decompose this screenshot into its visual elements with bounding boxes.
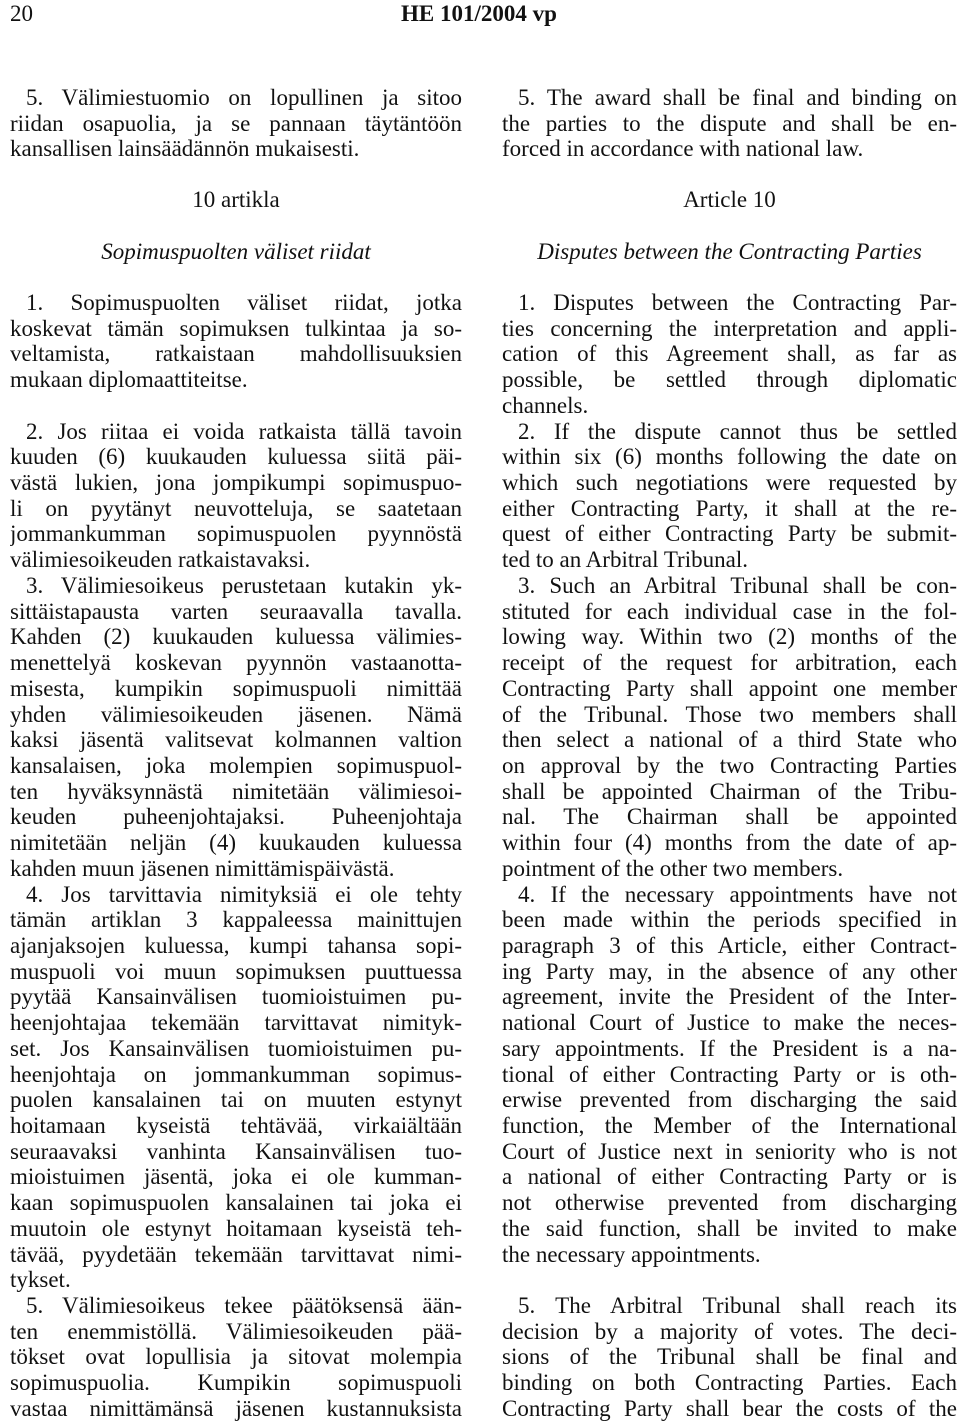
- text-line: 5. Välimiesoikeus tekee päätöksensä ään-: [26, 1293, 462, 1319]
- article-body: [502, 290, 957, 1422]
- text-line: kansallisen lainsäädännön mukaisesti.: [10, 136, 360, 162]
- text-line: vastaa nimittämänsä jäsenen kustannuksista: [10, 1395, 462, 1421]
- text-line: riidan osapuolia, ja se pannaan täytäntöön: [10, 110, 462, 136]
- document-id: HE 101/2004 vp: [401, 1, 557, 26]
- text-line: keuden puheenjohtajaksi. Puheenjohtaja: [10, 804, 462, 830]
- text-line: 2. If the dispute cannot thus be settled: [518, 418, 957, 444]
- paragraph-1: [10, 290, 462, 393]
- text-line: stituted for each individual case in the fol-: [502, 598, 957, 624]
- text-line: set. Jos Kansainvälisen tuomioistuimen pu-: [10, 1035, 462, 1061]
- text-line: 5. The Arbitral Tribunal shall reach its: [518, 1293, 957, 1319]
- article-9-paragraph-5: [10, 85, 462, 162]
- text-line: paragraph 3 of this Article, either Contract-: [502, 932, 957, 958]
- text-line: 4. Jos tarvittavia nimityksiä ei ole tehty: [26, 881, 462, 907]
- article-heading: 10 artikla: [192, 187, 280, 212]
- text-line: not otherwise prevented from discharging: [502, 1190, 957, 1216]
- paragraph-5: [502, 1293, 957, 1422]
- text-line: decision by a majority of votes. The deci-: [502, 1318, 957, 1344]
- text-line: kaan sopimuspuolen kansalainen tai joka ei: [10, 1190, 462, 1216]
- text-line: hoitamaan kyseistä tehtävää, virkaiältään: [10, 1113, 462, 1138]
- text-line: koskevat tämän sopimuksen tulkintaa ja so-: [10, 315, 462, 341]
- text-line: seuraavaksi vanhinta Kansainvälisen tuo-: [10, 1138, 462, 1164]
- text-line: tämän artiklan 3 kappaleessa mainittujen: [10, 907, 462, 933]
- article-heading: Article 10: [683, 187, 776, 212]
- text-line: misesta, kumpikin sopimuspuoli nimittää: [10, 675, 462, 701]
- text-line: of the Tribunal. Those two members shall: [502, 701, 957, 727]
- text-line: välimiesoikeuden ratkaistavaksi.: [10, 547, 311, 573]
- article-title: Sopimuspuolten väliset riidat: [101, 239, 371, 264]
- text-line: mioistuimen jäsentä, joka ei ole kumman-: [10, 1164, 462, 1190]
- text-line: sittäistapausta varten seuraavalla tavalla.: [10, 598, 462, 624]
- paragraph-3: [502, 573, 957, 882]
- text-line: Kahden (2) kuukauden kuluessa välimies-: [10, 624, 462, 650]
- paragraph-3: [10, 573, 462, 882]
- text-line: 3. Such an Arbitral Tribunal shall be con-: [518, 572, 957, 598]
- text-line: 5. Välimiestuomio on lopullinen ja sitoo: [26, 85, 462, 110]
- text-line: Contracting Party shall bear the costs of the: [502, 1395, 957, 1421]
- text-line: then select a national of a third State who: [502, 727, 957, 753]
- text-line: sary appointments. If the President is a na-: [502, 1035, 957, 1061]
- text-line: a national of either Contracting Party or is: [502, 1164, 957, 1190]
- text-line: tökset ovat lopullisia ja sitovat molempia: [10, 1344, 462, 1370]
- text-line: sions of the Tribunal shall be final and: [502, 1344, 957, 1370]
- text-line: the necessary appointments.: [502, 1241, 761, 1267]
- paragraph-4: [502, 882, 957, 1268]
- text-line: Court of Justice next in seniority who is not: [502, 1138, 957, 1164]
- text-line: ted to an Arbitral Tribunal.: [502, 547, 748, 573]
- text-line: agreement, invite the President of the Inter-: [502, 984, 957, 1010]
- text-line: been made within the periods specified in: [502, 907, 957, 933]
- text-line: 4. If the necessary appointments have not: [518, 881, 957, 907]
- text-line: puolen kansalainen tai on muuten estynyt: [10, 1087, 462, 1113]
- text-line: ties concerning the interpretation and appli-: [502, 315, 957, 341]
- text-line: which such negotiations were requested by: [502, 470, 957, 496]
- text-line: heenjohtajaa tekemään tarvittavat nimityk-: [10, 1010, 462, 1036]
- paragraph-5: [10, 1293, 462, 1422]
- text-line: Contracting Party shall appoint one member: [502, 675, 957, 701]
- text-line: 5. The award shall be final and binding on: [518, 85, 957, 110]
- text-line: nimitetään neljän (4) kuukauden kuluessa: [10, 830, 462, 856]
- text-line: function, the Member of the International: [502, 1113, 957, 1138]
- text-line: 1. Disputes between the Contracting Par-: [518, 290, 957, 315]
- text-line: 3. Välimiesoikeus perustetaan kutakin yk-: [26, 572, 462, 598]
- text-line: the parties to the dispute and shall be en-: [502, 110, 957, 136]
- paragraph-2: [502, 419, 957, 573]
- text-line: ing Party may, in the absence of any other: [502, 958, 957, 984]
- spacer: [502, 1267, 957, 1293]
- text-line: within four (4) months from the date of ap-: [502, 830, 957, 856]
- text-line: menettelyä koskevan pyynnön vastaanotta-: [10, 650, 462, 676]
- text-line: nal. The Chairman shall be appointed: [502, 804, 957, 830]
- finnish-column: [10, 0, 462, 1422]
- text-line: forced in accordance with national law.: [502, 136, 864, 162]
- text-line: kahden muun jäsenen nimittämispäivästä.: [10, 855, 395, 881]
- text-line: channels.: [502, 392, 589, 418]
- paragraph-4: [10, 882, 462, 1294]
- text-line: 2. Jos riitaa ei voida ratkaista tällä tavoin: [26, 418, 462, 444]
- text-line: 1. Sopimuspuolten väliset riidat, jotka: [26, 290, 462, 315]
- text-line: sopimuspuolia. Kumpikin sopimuspuoli: [10, 1370, 462, 1396]
- text-line: within six (6) months following the date on: [502, 444, 957, 470]
- text-line: lowing way. Within two (2) months of the: [502, 624, 957, 650]
- article-title: Disputes between the Contracting Parties: [537, 239, 922, 264]
- spacer: [10, 393, 462, 419]
- text-line: national Court of Justice to make the neces-: [502, 1010, 957, 1036]
- text-line: pointment of the other two members.: [502, 855, 844, 881]
- page-number: 20: [10, 1, 33, 26]
- text-line: veltamista, ratkaistaan mahdollisuuksien: [10, 341, 462, 367]
- text-line: heenjohtaja on jommankumman sopimus-: [10, 1061, 462, 1087]
- text-line: tional of either Contracting Party or is oth-: [502, 1061, 957, 1087]
- text-line: ajanjaksojen kuluessa, kumpi tahansa sopi-: [10, 932, 462, 958]
- text-line: västä lukien, jona jompikumpi sopimuspuo-: [10, 470, 462, 496]
- text-line: shall be appointed Chairman of the Tribu-: [502, 778, 957, 804]
- text-line: jommankumman sopimuspuolen pyynnöstä: [10, 521, 462, 547]
- text-line: tävää, pyydetään tekemään tarvittavat nimi-: [10, 1241, 462, 1267]
- text-line: ten enemmistöllä. Välimiesoikeuden pää-: [10, 1318, 462, 1344]
- text-line: quest of either Contracting Party be submit-: [502, 521, 957, 547]
- english-column: [502, 0, 957, 1422]
- text-line: on approval by the two Contracting Parties: [502, 752, 957, 778]
- article-9-paragraph-5: [502, 85, 957, 162]
- text-line: yhden välimiesoikeuden jäsenen. Nämä: [10, 701, 462, 727]
- text-line: either Contracting Party, it shall at the re-: [502, 495, 957, 521]
- text-line: pyytää Kansainvälisen tuomioistuimen pu-: [10, 984, 462, 1010]
- text-line: kansalaisen, joka molempien sopimuspuol-: [10, 752, 462, 778]
- text-line: mukaan diplomaattiteitse.: [10, 367, 248, 393]
- text-line: erwise prevented from discharging the said: [502, 1087, 957, 1113]
- text-line: the said function, shall be invited to make: [502, 1215, 957, 1241]
- text-line: kuuden (6) kuukauden kuluessa siitä päi-: [10, 444, 462, 470]
- text-line: ten hyväksynnästä nimitetään välimiesoi-: [10, 778, 462, 804]
- text-line: tykset.: [10, 1267, 71, 1293]
- text-line: kaksi jäsentä valitsevat kolmannen valtion: [10, 727, 462, 753]
- text-line: muspuoli voi muun sopimuksen puuttuessa: [10, 958, 462, 984]
- text-line: li on pyytänyt neuvotteluja, se saatetaan: [10, 495, 462, 521]
- text-line: binding on both Contracting Parties. Each: [502, 1370, 957, 1396]
- article-body: [10, 290, 462, 1422]
- paragraph-1: [502, 290, 957, 419]
- text-line: muutoin ole estynyt hoitamaan kyseistä teh-: [10, 1215, 462, 1241]
- paragraph-2: [10, 419, 462, 573]
- text-line: possible, be settled through diplomatic: [502, 367, 957, 393]
- text-line: receipt of the request for arbitration, each: [502, 650, 957, 676]
- text-line: cation of this Agreement shall, as far as: [502, 341, 957, 367]
